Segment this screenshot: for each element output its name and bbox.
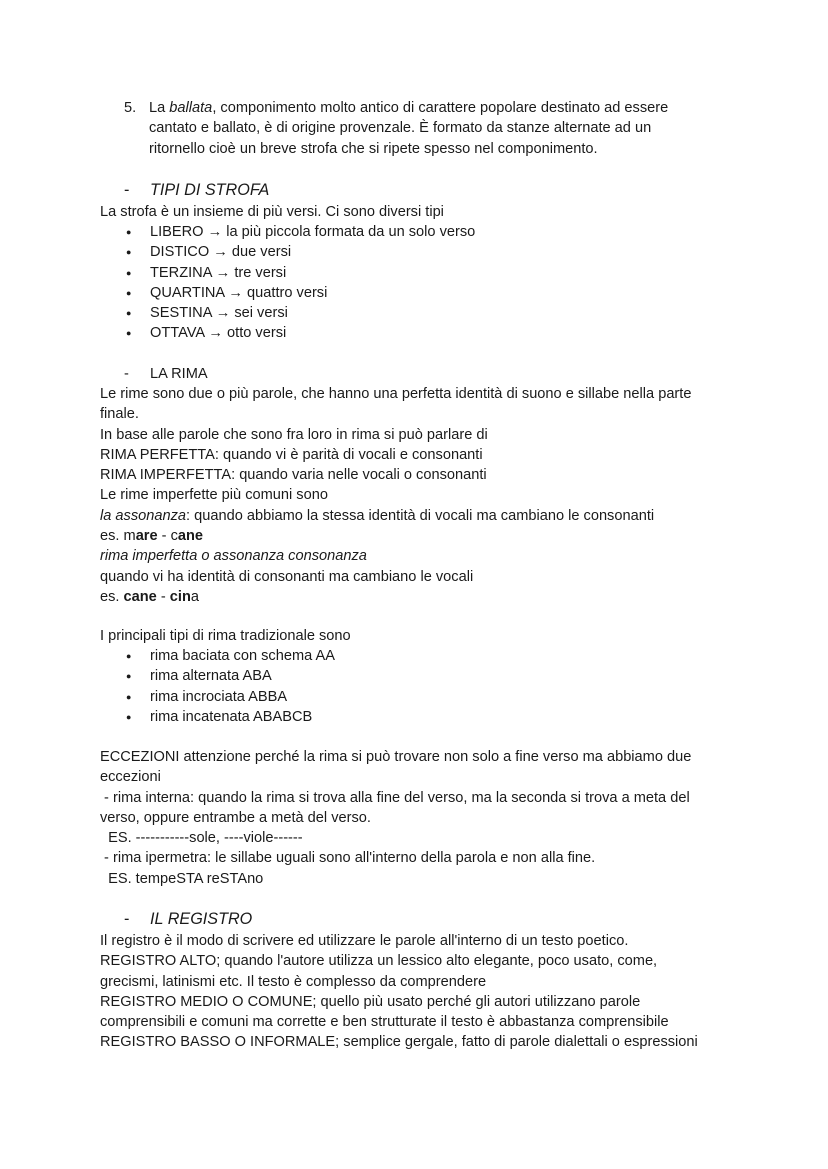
eccezioni-block: ECCEZIONI attenzione perché la rima si può trovare non solo a fine verso ma abbiamo due eccezioni - rima interna: quando la rima si trova alla fine del verso, ma la seconda si trova a meta del verso, oppure entrambe a metà del verso. ES. -----------sole, ----viole------ - rima ipermetra: le sillabe uguali sono all'interno della parola e non alla fine. ES. tempeSTA reSTAno bbox=[100, 749, 692, 887]
example-cane-cina: es. cane - cina bbox=[100, 588, 199, 605]
consonanza-term: rima imperfetta o assonanza consonanza bbox=[100, 548, 367, 565]
heading-la-rima: - LA RIMA bbox=[124, 366, 208, 382]
assonanza-term: la assonanza bbox=[100, 507, 187, 524]
list-item: ● TERZINA → tre versi bbox=[124, 263, 475, 283]
rima-tipi-intro: I principali tipi di rima tradizionale sono bbox=[100, 628, 351, 644]
strofa-list bbox=[124, 222, 475, 344]
list-item: ● rima alternata ABA bbox=[124, 666, 335, 686]
ballata-text: La ballata, componimento molto antico di carattere popolare destinato ad essere cantato e ballato, è di origine provenzale. È formato da stanze alternate ad un ritornello cioè un breve strofa che si ripete spesso nel componimento. bbox=[149, 100, 669, 157]
heading-il-registro: - IL REGISTRO bbox=[124, 910, 253, 928]
heading-tipi-di-strofa: - TIPI DI STROFA bbox=[124, 181, 270, 199]
list-item: ● LIBERO → la più piccola formata da un solo verso bbox=[124, 222, 475, 242]
rima-body: Le rime sono due o più parole, che hanno una perfetta identità di suono e sillabe nella parte finale. In base alle parole che sono fra loro in rima si può parlare di RIMA PERFETTA: quando vi è parità di vocali e consonanti RIMA IMPERFETTA: quando varia nelle vocali o consonanti Le rime imperfette più comuni sono la assonanza: quando abbiamo la stessa identità di vocali ma cambiano le consonanti es. mare - cane rima imperfetta o assonanza consonanza quando vi ha identità di consonanti ma cambiano le vocali es. cane - cina bbox=[100, 384, 750, 607]
ballata-italic: ballata bbox=[169, 100, 213, 116]
rima-tipi-list bbox=[124, 646, 335, 727]
list-number: 5. bbox=[124, 100, 137, 116]
list-item: ● rima incrociata ABBA bbox=[124, 687, 335, 707]
list-item: ● rima baciata con schema AA bbox=[124, 646, 335, 666]
example-mare-cane: es. mare - cane bbox=[100, 528, 204, 545]
registro-body: Il registro è il modo di scrivere ed utilizzare le parole all'interno di un testo poetico. REGISTRO ALTO; quando l'autore utilizza un lessico alto elegante, poco usato, come, grecismi, latinismi etc. Il testo è complesso da comprendere REGISTRO MEDIO O COMUNE; quello più usato perché gli autori utilizzano parole comprensibili e comuni ma corrette e ben strutturate il testo è abbastanza comprensibile REGISTRO BASSO O INFORMALE; semplice gergale, fatto di parole dialettali o espressioni bbox=[100, 933, 698, 1051]
list-item: ● DISTICO → due versi bbox=[124, 242, 475, 262]
list-item: ● QUARTINA → quattro versi bbox=[124, 283, 475, 303]
list-item: ● rima incatenata ABABCB bbox=[124, 707, 335, 727]
list-item: ● OTTAVA → otto versi bbox=[124, 323, 475, 343]
strofa-intro: La strofa è un insieme di più versi. Ci sono diversi tipi bbox=[100, 204, 444, 220]
list-item: ● SESTINA → sei versi bbox=[124, 303, 475, 323]
